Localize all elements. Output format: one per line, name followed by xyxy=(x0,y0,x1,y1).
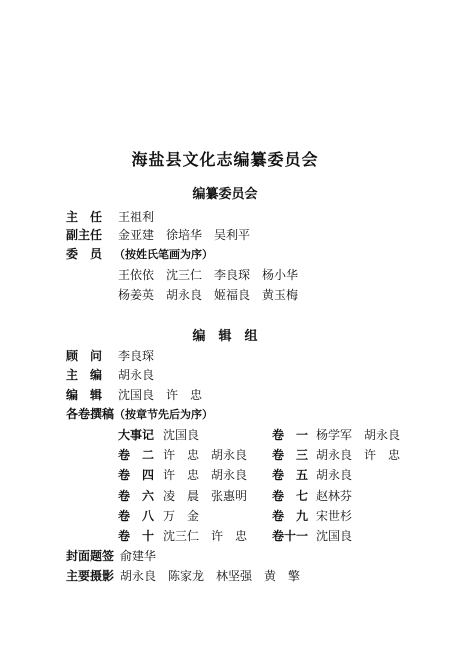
editors-label: 编 辑 xyxy=(66,388,103,402)
writer-names: 杨学军 胡永良 xyxy=(316,428,401,442)
members-row-1: 王依依 沈三仁 李良琛 杨小华 xyxy=(118,268,299,282)
writer-volume: 卷 八 xyxy=(118,509,155,523)
writer-names: 胡永良 xyxy=(316,468,353,482)
writer-volume: 卷十一 xyxy=(272,529,309,543)
page-title: 海盐县文化志编纂委员会 xyxy=(131,150,319,169)
writer-volume: 卷 十 xyxy=(118,529,155,543)
chief-editor-name: 胡永良 xyxy=(118,368,155,382)
writer-names: 胡永良 许 忠 xyxy=(316,448,401,462)
members-label: 委 员 xyxy=(66,247,103,261)
editors-names: 沈国良 许 忠 xyxy=(118,388,203,402)
members-row-2: 杨姜英 胡永良 姬福良 黄玉梅 xyxy=(118,288,299,302)
writer-volume: 卷 一 xyxy=(272,428,309,442)
writer-names: 凌 晨 张惠明 xyxy=(163,489,248,503)
writer-names: 万 金 xyxy=(163,509,200,523)
writer-volume: 卷 二 xyxy=(118,448,155,462)
writer-volume: 卷 七 xyxy=(272,489,309,503)
advisor-name: 李良琛 xyxy=(118,349,155,363)
chair-name: 王祖利 xyxy=(118,210,155,224)
photography-label: 主要摄影 xyxy=(66,569,115,583)
writers-label: 各卷撰稿 xyxy=(66,407,115,421)
chief-editor-label: 主 编 xyxy=(66,368,103,382)
writer-names: 许 忠 胡永良 xyxy=(163,448,248,462)
writer-names: 宋世杉 xyxy=(316,509,353,523)
writer-names: 沈国良 xyxy=(316,529,353,543)
writer-names: 沈三仁 许 忠 xyxy=(163,529,248,543)
vice-chair-names: 金亚建 徐培华 吴利平 xyxy=(118,228,251,242)
photography-names: 胡永良 陈家龙 林坚强 黄 擎 xyxy=(120,569,301,583)
writer-names: 沈国良 xyxy=(163,428,200,442)
vice-chair-label: 副主任 xyxy=(66,228,103,242)
writer-volume: 大事记 xyxy=(118,428,155,442)
cover-calligraphy-name: 俞建华 xyxy=(120,549,157,563)
writers-note: （按章节先后为序） xyxy=(114,408,213,421)
writer-names: 许 忠 胡永良 xyxy=(163,468,248,482)
writer-volume: 卷 六 xyxy=(118,489,155,503)
advisor-label: 顾 问 xyxy=(66,349,103,363)
writer-volume: 卷 五 xyxy=(272,468,309,482)
writer-names: 赵林芬 xyxy=(316,489,353,503)
writer-volume: 卷 四 xyxy=(118,468,155,482)
writer-volume: 卷 九 xyxy=(272,509,309,523)
writer-volume: 卷 三 xyxy=(272,448,309,462)
editorial-heading: 编 辑 组 xyxy=(192,329,258,344)
cover-calligraphy-label: 封面题签 xyxy=(66,549,115,563)
members-note: （按姓氏笔画为序） xyxy=(114,248,213,261)
chair-label: 主 任 xyxy=(66,210,103,224)
committee-heading: 编纂委员会 xyxy=(192,187,258,202)
